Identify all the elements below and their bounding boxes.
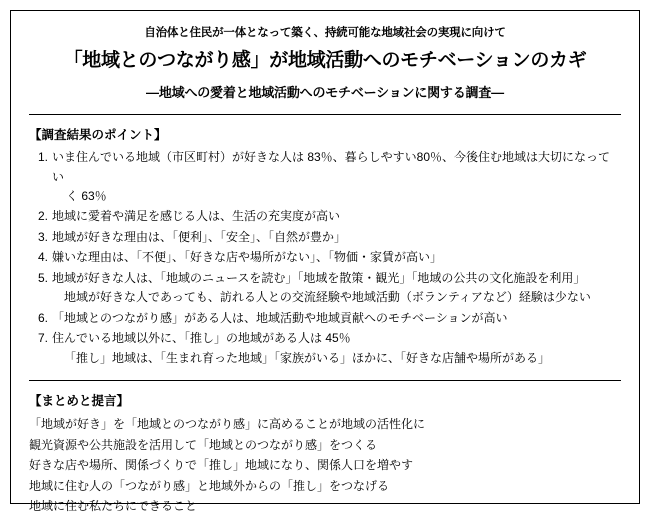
list-item [29, 329, 621, 368]
point-number: 3. [37, 229, 48, 244]
header-subhead: ―地域への愛着と地域活動へのモチベーションに関する調査― [146, 84, 504, 100]
points-list [29, 148, 621, 368]
list-item [29, 148, 621, 206]
point-text [52, 148, 621, 206]
list-item: 地域に住む人の「つながり感」と地域外からの「推し」をつなげる [29, 478, 390, 493]
point-main: 住んでいる地域以外に、「推し」の地域がある人は 45％ [52, 331, 351, 346]
point-main: いま住んでいる地域（市区町村）が好きな人は 83％、暮らしやすい80％、今後住む地域は大切になってい [52, 150, 611, 184]
point-number: 1. [37, 150, 48, 165]
list-item [29, 269, 621, 308]
list-item: 好きな店や場所、関係づくりで「推し」地域になり、関係人口を増やす [29, 458, 414, 473]
point-text [52, 329, 621, 368]
point-sub: く 63％ [66, 189, 107, 204]
header-divider [29, 114, 621, 115]
list-item [29, 228, 621, 247]
point-number: 7. [37, 331, 48, 346]
point-number: 4. [37, 250, 48, 265]
point-main: 地域が好きな人は、「地域のニュースを読む」「地域を散策・観光」「地域の公共の文化施設を利用」 [52, 270, 586, 285]
point-number: 6. [37, 310, 48, 325]
list-item: 「地域が好き」を「地域とのつながり感」に高めることが地域の活性化に [29, 416, 426, 431]
point-number: 2. [37, 209, 48, 224]
summary-section-title: 【まとめと提言】 [29, 393, 130, 408]
point-number: 5. [37, 270, 48, 285]
point-text [52, 269, 621, 308]
list-item [29, 248, 621, 267]
points-section-title: 【調査結果のポイント】 [29, 128, 167, 143]
summary-list [29, 414, 621, 517]
list-item: 地域に住む私たちにできること [29, 499, 198, 514]
document-header [29, 25, 621, 102]
list-item: 観光資源や公共施設を活用して「地域とのつながり感」をつくる [29, 437, 378, 452]
document-frame [10, 10, 640, 514]
header-headline: 「地域とのつながり感」が地域活動へのモチベーションのカギ [63, 50, 587, 72]
summary-section [29, 391, 621, 517]
list-item [29, 309, 621, 328]
list-item [29, 207, 621, 226]
summary-divider [29, 380, 621, 381]
point-text: 「地域とのつながり感」がある人は、地域活動や地域貢献へのモチベーションが高い [52, 310, 508, 325]
point-sub: 「推し」地域は、「生まれ育った地域」「家族がいる」ほかに、「好きな店舗や場所がある」 [64, 350, 551, 365]
header-eyebrow: 自治体と住民が一体となって築く、持続可能な地域社会の実現に向けて [144, 27, 506, 39]
point-text: 嫌いな理由は、「不便」、「好きな店や場所がない」、「物価・家賃が高い」 [52, 250, 443, 265]
point-text: 地域が好きな理由は、「便利」、「安全」、「自然が豊か」 [52, 229, 347, 244]
points-section [29, 125, 621, 368]
point-text: 地域に愛着や満足を感じる人は、生活の充実度が高い [52, 209, 341, 224]
point-sub: 地域が好きな人であっても、訪れる人との交流経験や地域活動（ボランティアなど）経験は少ない [64, 290, 591, 305]
